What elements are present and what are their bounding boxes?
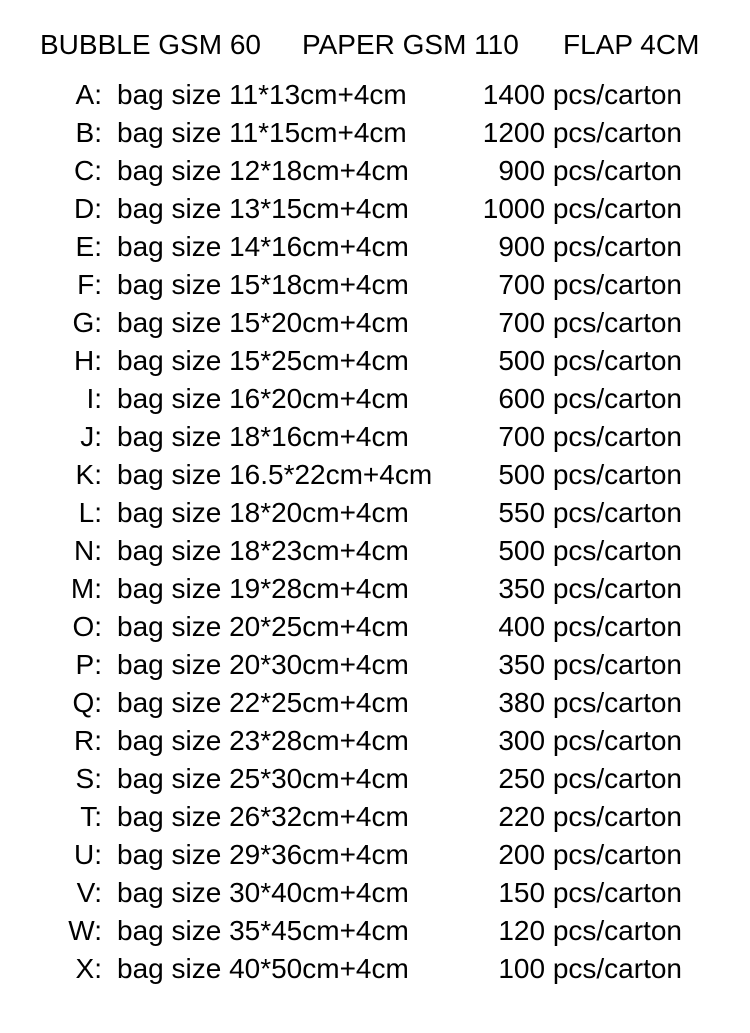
- carton-quantity: 380 pcs/carton: [498, 687, 682, 718]
- list-item: [0, 190, 750, 228]
- list-item: [0, 798, 750, 836]
- list-item: [0, 722, 750, 760]
- carton-quantity: 220 pcs/carton: [498, 801, 682, 832]
- bag-size: bag size 18*20cm+4cm: [117, 497, 409, 528]
- size-code: S:: [75, 763, 102, 794]
- carton-quantity: 700 pcs/carton: [498, 269, 682, 300]
- bag-size: bag size 19*28cm+4cm: [117, 573, 409, 604]
- list-item: [0, 152, 750, 190]
- size-code: M:: [70, 573, 102, 604]
- bag-size: bag size 15*25cm+4cm: [117, 345, 409, 376]
- size-code: V:: [76, 877, 102, 908]
- carton-quantity: 700 pcs/carton: [498, 307, 682, 338]
- bag-size: bag size 15*18cm+4cm: [117, 269, 409, 300]
- carton-quantity: 300 pcs/carton: [498, 725, 682, 756]
- bag-size: bag size 22*25cm+4cm: [117, 687, 409, 718]
- bag-size: bag size 18*16cm+4cm: [117, 421, 409, 452]
- size-code: E:: [75, 231, 102, 262]
- size-code: K:: [75, 459, 102, 490]
- list-item: [0, 760, 750, 798]
- carton-quantity: 350 pcs/carton: [498, 573, 682, 604]
- list-item: [0, 950, 750, 988]
- bag-size: bag size 11*15cm+4cm: [117, 117, 407, 148]
- bag-size: bag size 11*13cm+4cm: [117, 79, 407, 110]
- carton-quantity: 500 pcs/carton: [498, 459, 682, 490]
- list-item: [0, 836, 750, 874]
- list-item: [0, 304, 750, 342]
- bag-size: bag size 14*16cm+4cm: [117, 231, 409, 262]
- size-code: C:: [74, 155, 102, 186]
- list-item: [0, 418, 750, 456]
- bag-size: bag size 16*20cm+4cm: [117, 383, 409, 414]
- bag-size: bag size 20*25cm+4cm: [117, 611, 409, 642]
- bag-size: bag size 18*23cm+4cm: [117, 535, 409, 566]
- carton-quantity: 500 pcs/carton: [498, 345, 682, 376]
- bag-size: bag size 13*15cm+4cm: [117, 193, 409, 224]
- carton-quantity: 900 pcs/carton: [498, 155, 682, 186]
- bag-size: bag size 29*36cm+4cm: [117, 839, 409, 870]
- size-code: N:: [74, 535, 102, 566]
- size-code: G:: [72, 307, 102, 338]
- size-code: L:: [78, 497, 102, 528]
- size-code: O:: [72, 611, 102, 642]
- carton-quantity: 900 pcs/carton: [498, 231, 682, 262]
- bag-size: bag size 26*32cm+4cm: [117, 801, 409, 832]
- carton-quantity: 120 pcs/carton: [498, 915, 682, 946]
- size-code: A:: [75, 79, 102, 110]
- size-code: T:: [80, 801, 102, 832]
- size-code: B:: [75, 117, 102, 148]
- list-item: [0, 114, 750, 152]
- bag-size: bag size 20*30cm+4cm: [117, 649, 409, 680]
- carton-quantity: 400 pcs/carton: [498, 611, 682, 642]
- carton-quantity: 1200 pcs/carton: [482, 117, 682, 148]
- carton-quantity: 550 pcs/carton: [498, 497, 682, 528]
- size-code: X:: [75, 953, 102, 984]
- size-code: H:: [74, 345, 102, 376]
- bag-size: bag size 12*18cm+4cm: [117, 155, 409, 186]
- size-code: F:: [77, 269, 102, 300]
- size-code: P:: [75, 649, 102, 680]
- bag-size: bag size 35*45cm+4cm: [117, 915, 409, 946]
- size-code: D:: [74, 193, 102, 224]
- list-item: [0, 684, 750, 722]
- size-list: [0, 76, 750, 988]
- list-item: [0, 266, 750, 304]
- bag-size: bag size 15*20cm+4cm: [117, 307, 409, 338]
- flap-label: FLAP 4CM: [563, 29, 700, 60]
- spec-header: [40, 25, 740, 65]
- carton-quantity: 1000 pcs/carton: [482, 193, 682, 224]
- carton-quantity: 1400 pcs/carton: [482, 79, 682, 110]
- size-code: Q:: [72, 687, 102, 718]
- carton-quantity: 600 pcs/carton: [498, 383, 682, 414]
- list-item: [0, 380, 750, 418]
- size-code: R:: [74, 725, 102, 756]
- carton-quantity: 350 pcs/carton: [498, 649, 682, 680]
- bag-size: bag size 23*28cm+4cm: [117, 725, 409, 756]
- carton-quantity: 200 pcs/carton: [498, 839, 682, 870]
- list-item: [0, 570, 750, 608]
- list-item: [0, 646, 750, 684]
- carton-quantity: 500 pcs/carton: [498, 535, 682, 566]
- carton-quantity: 700 pcs/carton: [498, 421, 682, 452]
- carton-quantity: 250 pcs/carton: [498, 763, 682, 794]
- bag-size: bag size 25*30cm+4cm: [117, 763, 409, 794]
- list-item: [0, 76, 750, 114]
- size-code: W:: [68, 915, 102, 946]
- bubble-gsm-label: BUBBLE GSM 60: [40, 29, 261, 60]
- list-item: [0, 532, 750, 570]
- size-code: J:: [80, 421, 102, 452]
- list-item: [0, 874, 750, 912]
- list-item: [0, 456, 750, 494]
- bag-size: bag size 30*40cm+4cm: [117, 877, 409, 908]
- list-item: [0, 228, 750, 266]
- bag-size: bag size 16.5*22cm+4cm: [117, 459, 433, 490]
- size-code: I:: [86, 383, 102, 414]
- bag-size: bag size 40*50cm+4cm: [117, 953, 409, 984]
- carton-quantity: 150 pcs/carton: [498, 877, 682, 908]
- carton-quantity: 100 pcs/carton: [498, 953, 682, 984]
- list-item: [0, 912, 750, 950]
- list-item: [0, 342, 750, 380]
- paper-gsm-label: PAPER GSM 110: [302, 29, 519, 60]
- list-item: [0, 494, 750, 532]
- size-code: U:: [74, 839, 102, 870]
- list-item: [0, 608, 750, 646]
